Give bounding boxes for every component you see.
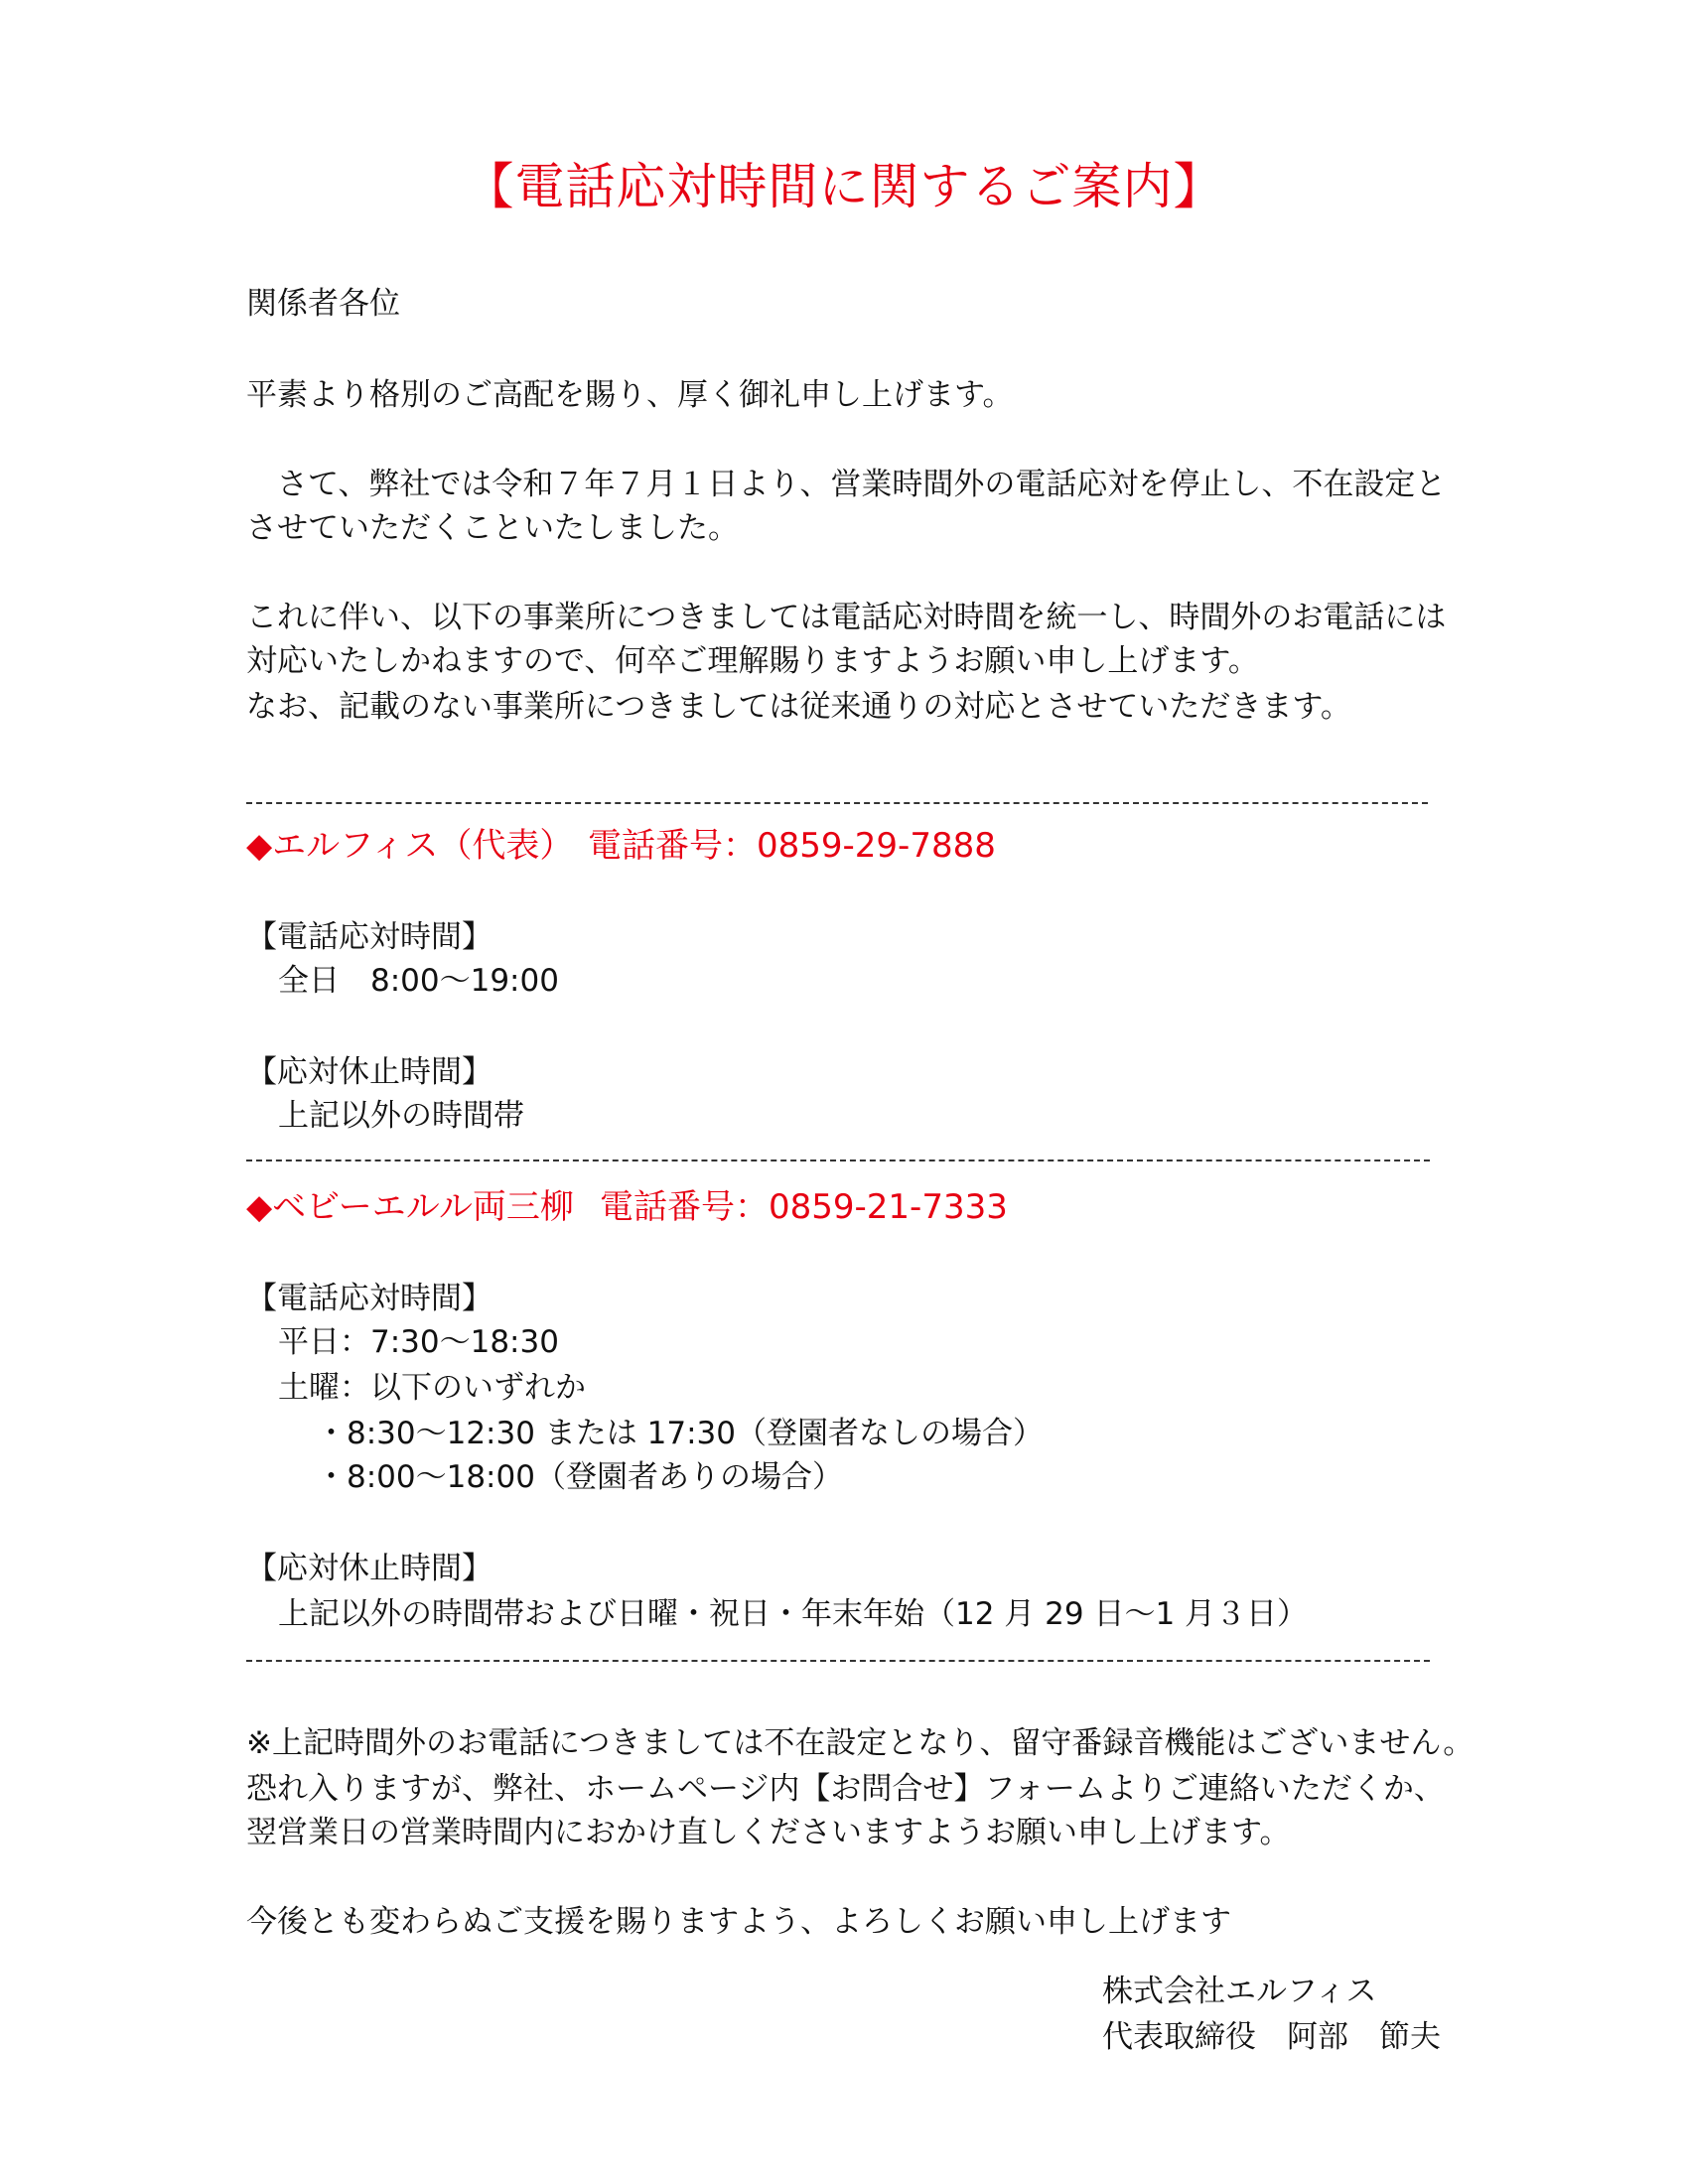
hours-line: ・8:30～12:30 または 17:30（登園者なしの場合） <box>316 1416 1044 1451</box>
hours-line: 土曜：以下のいずれか <box>278 1370 586 1406</box>
notice-line-2: 恐れ入りますが、弊社、ホームページ内【お問合せ】フォームよりご連絡いただくか、 <box>246 1771 1445 1807</box>
hours-line: 全日 8:00～19:00 <box>278 963 559 999</box>
salutation: 関係者各位 <box>246 286 400 322</box>
hours-heading: 【電話応対時間】 <box>246 919 492 955</box>
office-name: ◆エルフィス（代表） <box>246 826 574 866</box>
hours-heading: 【電話応対時間】 <box>246 1281 492 1316</box>
notice-line-1: ※上記時間外のお電話につきましては不在設定となり、留守番録音機能はございません。 <box>246 1725 1475 1761</box>
signature-representative: 代表取締役 阿部 節夫 <box>1102 2019 1441 2055</box>
closed-line: 上記以外の時間帯 <box>278 1098 524 1134</box>
notice-line-3: 翌営業日の営業時間内におかけ直しくださいますようお願い申し上げます。 <box>246 1815 1291 1850</box>
explanation-line-1: これに伴い、以下の事業所につきましては電話応対時間を統一し、時間外のお電話には <box>246 600 1447 635</box>
office-name: ◆ベビーエルル両三柳 <box>246 1187 574 1227</box>
intro-line-2: させていただくこといたしました。 <box>246 510 739 546</box>
divider <box>246 802 1428 804</box>
closed-line: 上記以外の時間帯および日曜・祝日・年末年始（12 月 29 日～1 月３日） <box>278 1596 1309 1632</box>
greeting: 平素より格別のご高配を賜り、厚く御礼申し上げます。 <box>246 377 1014 413</box>
explanation-line-3: なお、記載のない事業所につきましては従来通りの対応とさせていただきます。 <box>246 689 1351 725</box>
document-title: 【電話応対時間に関するご案内】 <box>464 158 1224 215</box>
hours-line: ・8:00～18:00（登園者ありの場合） <box>316 1459 843 1495</box>
explanation-line-2: 対応いたしかねますので、何卒ご理解賜りますようお願い申し上げます。 <box>246 643 1259 679</box>
hours-line: 平日：7:30～18:30 <box>278 1324 559 1360</box>
closed-heading: 【応対休止時間】 <box>246 1054 492 1090</box>
divider <box>246 1160 1430 1161</box>
office-phone: 電話番号：0859-21-7333 <box>600 1187 1008 1227</box>
closing-line: 今後とも変わらぬご支援を賜りますよう、よろしくお願い申し上げます <box>246 1904 1231 1940</box>
intro-line-1: さて、弊社では令和７年７月１日より、営業時間外の電話応対を停止し、不在設定と <box>246 467 1447 502</box>
office-phone: 電話番号：0859-29-7888 <box>588 826 996 866</box>
signature-company: 株式会社エルフィス <box>1102 1974 1377 2009</box>
closed-heading: 【応対休止時間】 <box>246 1551 492 1586</box>
divider <box>246 1660 1430 1662</box>
